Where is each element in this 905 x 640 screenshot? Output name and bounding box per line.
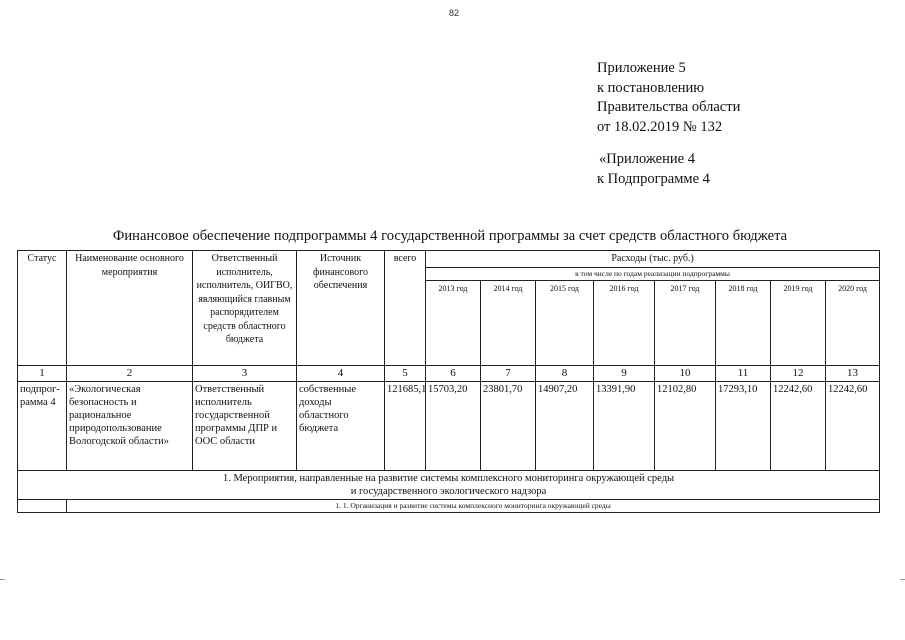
cell-year-value: 14907,20 bbox=[536, 381, 594, 470]
year-header: 2020 год bbox=[826, 280, 880, 365]
header-source: Источник финансового обеспечения bbox=[297, 251, 385, 366]
year-header: 2018 год bbox=[716, 280, 771, 365]
column-number: 6 bbox=[426, 365, 481, 381]
section-heading bbox=[18, 470, 880, 499]
section-heading-line: 1. Мероприятия, направленные на развитие системы комплексного мониторинга окружающей среды bbox=[222, 472, 675, 484]
section-heading-line: и государственного экологического надзора bbox=[350, 485, 547, 497]
appendix-line: от 18.02.2019 № 132 bbox=[597, 118, 723, 135]
header-status: Статус bbox=[18, 251, 67, 366]
cell-year-value: 17293,10 bbox=[716, 381, 771, 470]
cell-total: 121685,1 bbox=[385, 381, 426, 470]
page-number: 82 bbox=[448, 8, 459, 18]
cell-year-value: 23801,70 bbox=[481, 381, 536, 470]
cell-status: подпрог-рамма 4 bbox=[18, 381, 67, 470]
header-row bbox=[18, 251, 880, 268]
column-number: 4 bbox=[297, 365, 385, 381]
header-total: всего bbox=[385, 251, 426, 366]
financing-table bbox=[17, 250, 880, 513]
appendix-inner-header bbox=[597, 150, 710, 189]
table-row bbox=[18, 381, 880, 470]
column-number: 12 bbox=[771, 365, 826, 381]
column-number: 3 bbox=[193, 365, 297, 381]
scan-mark bbox=[0, 579, 5, 580]
cell-name: «Экологическая безопасность и рациональное природопользование Вологодской области» bbox=[67, 381, 193, 470]
column-number: 8 bbox=[536, 365, 594, 381]
column-number: 5 bbox=[385, 365, 426, 381]
column-number: 9 bbox=[594, 365, 655, 381]
cell-year-value: 13391,90 bbox=[594, 381, 655, 470]
section-row bbox=[18, 470, 880, 499]
column-number: 10 bbox=[655, 365, 716, 381]
appendix-line: Правительства области bbox=[597, 99, 741, 115]
appendix-inner-line: к Подпрограмме 4 bbox=[597, 170, 710, 187]
year-header: 2019 год bbox=[771, 280, 826, 365]
appendix-line: Приложение 5 bbox=[597, 60, 686, 76]
year-header: 2015 год bbox=[536, 280, 594, 365]
year-header: 2016 год bbox=[594, 280, 655, 365]
year-header: 2014 год bbox=[481, 280, 536, 365]
column-number-row bbox=[18, 365, 880, 381]
year-header: 2017 год bbox=[655, 280, 716, 365]
document-title: Финансовое обеспечение подпрограммы 4 государственной программы за счет средств областного бюджета bbox=[112, 228, 788, 244]
column-number: 7 bbox=[481, 365, 536, 381]
column-number: 1 bbox=[18, 365, 67, 381]
cell-year-value: 15703,20 bbox=[426, 381, 481, 470]
header-name: Наименование основного мероприятия bbox=[67, 251, 193, 366]
appendix-line: к постановлению bbox=[597, 79, 705, 96]
cell-source: собственные доходы областного бюджета bbox=[297, 381, 385, 470]
column-number: 2 bbox=[67, 365, 193, 381]
cell-year-value: 12242,60 bbox=[826, 381, 880, 470]
header-expenses: Расходы (тыс. руб.) bbox=[426, 251, 880, 268]
subsection-blank-cell bbox=[18, 499, 67, 512]
cell-year-value: 12102,80 bbox=[655, 381, 716, 470]
header-executor: Ответственный исполнитель, исполнитель, ОИГВО, являющийся главным распорядителем средств областного бюджета bbox=[193, 251, 297, 366]
subsection-heading: 1. 1. Организация и развитие системы комплексного мониторинга окружающей среды bbox=[67, 499, 880, 512]
cell-executor: Ответственный исполнитель государственной программы ДПР и ООС области bbox=[193, 381, 297, 470]
subsection-row bbox=[18, 499, 880, 512]
header-by-years: в том числе по годам реализации подпрограммы bbox=[426, 267, 880, 280]
year-header: 2013 год bbox=[426, 280, 481, 365]
cell-year-value: 12242,60 bbox=[771, 381, 826, 470]
appendix-header bbox=[597, 59, 740, 137]
column-number: 11 bbox=[716, 365, 771, 381]
appendix-inner-line: «Приложение 4 bbox=[599, 151, 695, 167]
scan-mark bbox=[900, 579, 905, 580]
column-number: 13 bbox=[826, 365, 880, 381]
